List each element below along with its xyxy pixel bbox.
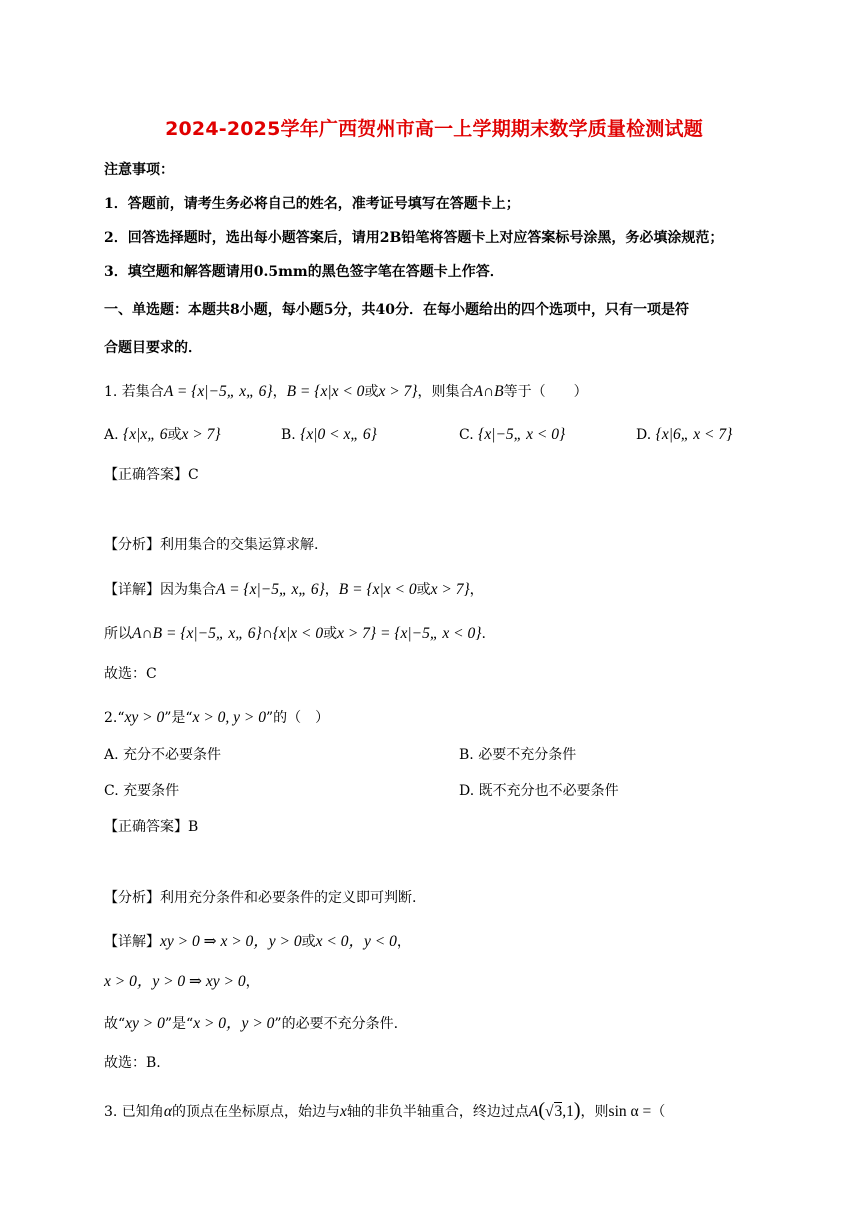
q2-option-b-label: B.	[459, 747, 474, 763]
q2-option-c	[104, 781, 179, 801]
q2-mid: ”是“	[164, 710, 193, 726]
q1-option-d-text: {x|6„ x < 7}	[655, 426, 733, 443]
notice-item-3: 3．填空题和解答题请用0.5mm的黑色签字笔在答题卡上作答．	[104, 264, 504, 280]
page-title: 2024-2025学年广西贺州市高一上学期期末数学质量检测试题	[165, 118, 703, 140]
q1-option-c	[459, 425, 565, 445]
q3-mid-2: 轴的非负半轴重合，终边过点	[346, 1104, 529, 1120]
q2-line3-mid: ”是“	[164, 1016, 194, 1032]
question-1-stem	[104, 382, 588, 402]
q2-prefix: 2.“	[104, 710, 125, 726]
q1-option-a	[104, 425, 221, 445]
q2-line3-cond-1: xy > 0	[125, 1015, 165, 1032]
q1-option-b	[281, 425, 377, 445]
section-heading-line-1: 一、单选题：本题共8小题，每小题5分，共40分．在每小题给出的四个选项中，只有一项是符	[104, 302, 689, 318]
q1-detail-set-a: A = {x|−5„ x„ 6}	[216, 581, 325, 598]
q1-option-c-text: {x|−5„ x < 0}	[478, 426, 566, 443]
q3-prefix: 3. 已知角	[104, 1104, 164, 1120]
q3-x: x	[339, 1103, 347, 1120]
q2-line3-cond-2: x > 0，y > 0	[193, 1015, 275, 1032]
q1-so-or: 或	[323, 626, 338, 642]
q2-detail-line-2	[104, 972, 260, 992]
q2-cond-1: xy > 0	[124, 709, 165, 726]
q2-option-a	[104, 745, 221, 765]
q1-analysis: 【分析】利用集合的交集运算求解.	[104, 537, 319, 553]
q2-option-d-label: D.	[459, 783, 475, 799]
q2-option-c-label: C.	[104, 783, 119, 799]
q2-line2-end: ，	[245, 974, 260, 990]
q2-analysis: 【分析】利用充分条件和必要条件的定义即可判断.	[104, 890, 417, 906]
q1-so-end: .	[481, 626, 486, 642]
q1-option-a-post: x > 7}	[181, 426, 221, 443]
question-2-stem	[104, 708, 329, 728]
notice-item-2: 2．回答选择题时，选出每小题答案后，请用2B铅笔将答题卡上对应答案标号涂黑，务必填涂规范；	[104, 230, 724, 246]
q2-line3-tail: ”的必要不充分条件.	[274, 1016, 399, 1032]
q1-detail	[104, 580, 484, 600]
q1-so-expr-2: x > 7} = {x|−5„ x < 0}	[337, 625, 482, 642]
q1-detail-prefix: 【详解】因为集合	[104, 582, 216, 598]
q1-expr: A∩B	[473, 383, 504, 400]
q1-so-prefix: 所以	[104, 626, 132, 642]
q2-detail-expr-1: xy > 0 ⇒ x > 0，y > 0	[160, 933, 302, 950]
q1-so-expr-1: A∩B = {x|−5„ x„ 6}∩{x|x < 0	[132, 625, 324, 642]
q3-point-coords: (√3,1)	[538, 1099, 581, 1121]
q2-tail: ”的（ ）	[266, 710, 330, 726]
notice-item-1: 1．答题前，请考生务必将自己的姓名，准考证号填写在答题卡上；	[104, 196, 520, 212]
q1-conclusion: 故选：C	[104, 666, 157, 682]
q1-tail-1: ，则集合	[417, 384, 474, 400]
q2-option-a-text: 充分不必要条件	[123, 747, 222, 763]
q1-detail-set-b-right: x > 7}	[430, 581, 470, 598]
q2-detail-expr-2: x < 0，y < 0	[315, 933, 397, 950]
q1-detail-set-b-left: B = {x|x < 0	[338, 581, 417, 598]
q1-set-a: A = {x|−5„ x„ 6}	[163, 383, 273, 400]
q1-prefix: 1. 若集合	[104, 384, 164, 400]
q1-or: 或	[364, 384, 379, 400]
q1-answer: 【正确答案】C	[104, 467, 199, 483]
q3-tail: （	[651, 1104, 666, 1120]
q1-option-a-pre: {x|x„ 6	[123, 426, 168, 443]
q2-cond-2: x > 0, y > 0	[192, 709, 266, 726]
q2-detail-line-3	[104, 1014, 398, 1034]
q1-set-b-right: x > 7}	[378, 383, 418, 400]
q3-sin: sin α =	[608, 1103, 652, 1120]
q1-so	[104, 624, 486, 644]
section-heading-line-2: 合题目要求的．	[104, 340, 202, 356]
q3-point-a: A	[528, 1103, 539, 1120]
q1-option-d	[636, 425, 732, 445]
q1-option-a-label: A.	[104, 427, 119, 443]
q2-option-a-label: A.	[104, 747, 119, 763]
q3-mid-3: ，则	[580, 1104, 609, 1120]
q2-conclusion: 故选：B.	[104, 1055, 161, 1071]
q2-option-d-text: 既不充分也不必要条件	[478, 783, 619, 799]
q1-set-b-left: B = {x|x < 0	[286, 383, 365, 400]
q2-option-b-text: 必要不充分条件	[478, 747, 577, 763]
q2-detail-end: ，	[396, 934, 411, 950]
notice-heading: 注意事项：	[104, 162, 174, 178]
q1-comma: ，	[272, 384, 287, 400]
q3-mid-1: 的顶点在坐标原点，始边与	[171, 1104, 340, 1120]
q1-detail-comma: ，	[324, 582, 339, 598]
q2-option-d	[459, 781, 619, 801]
question-3-stem	[104, 1100, 665, 1122]
q3-point-sqrt: 3	[554, 1103, 563, 1120]
q1-detail-end: ，	[469, 582, 484, 598]
q1-option-b-label: B.	[281, 427, 296, 443]
q1-option-b-text: {x|0 < x„ 6}	[300, 426, 377, 443]
q1-option-a-or: 或	[167, 427, 182, 443]
q1-tail-2: 等于（ ）	[503, 384, 588, 400]
q1-option-d-label: D.	[636, 427, 652, 443]
q2-detail	[104, 932, 411, 952]
q1-detail-or: 或	[416, 582, 431, 598]
q1-option-c-label: C.	[459, 427, 474, 443]
q2-answer: 【正确答案】B	[104, 819, 199, 835]
q2-option-b	[459, 745, 576, 765]
q2-option-c-text: 充要条件	[123, 783, 180, 799]
q2-line3-prefix: 故“	[104, 1016, 126, 1032]
q2-detail-or: 或	[301, 934, 316, 950]
q2-detail-prefix: 【详解】	[104, 934, 160, 950]
q3-point-rest: ,1	[562, 1103, 574, 1120]
q2-line2-expr: x > 0，y > 0 ⇒ xy > 0	[104, 973, 246, 990]
q3-alpha: α	[163, 1103, 172, 1120]
